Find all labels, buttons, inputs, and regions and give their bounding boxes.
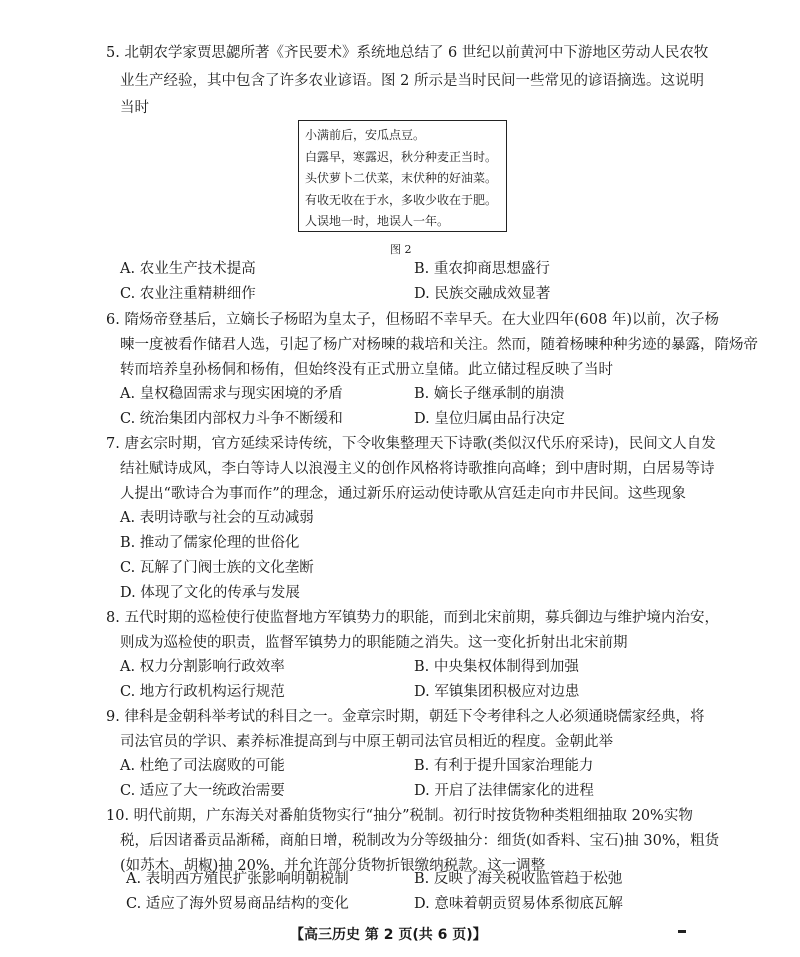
- question-6-option-d: D. 皇位归属由品行决定: [414, 411, 565, 427]
- question-6-option-c: C. 统治集团内部权力斗争不断缓和: [120, 411, 343, 427]
- question-10-option-c: C. 适应了海外贸易商品结构的变化: [126, 896, 349, 912]
- question-6-option-b: B. 嫡长子继承制的崩溃: [414, 386, 565, 402]
- question-8-option-a: A. 权力分割影响行政效率: [120, 659, 285, 675]
- proverb-figure-box: [298, 120, 507, 232]
- question-8-option-d: D. 军镇集团积极应对边患: [414, 684, 580, 700]
- question-7-option-b: B. 推动了儒家伦理的世俗化: [120, 535, 300, 551]
- question-10-option-d: D. 意味着朝贡贸易体系彻底瓦解: [414, 896, 623, 912]
- question-5-option-d: D. 民族交融成效显著: [414, 286, 551, 302]
- proverb-line-4: 有收无收在于水，多收少收在于肥。: [305, 192, 498, 207]
- figure-caption: 图 2: [390, 243, 412, 256]
- question-9-option-a: A. 杜绝了司法腐败的可能: [120, 758, 285, 774]
- question-6-line-3: 转而培养皇孙杨侗和杨侑，但始终没有正式册立皇储。此立储过程反映了当时: [120, 362, 613, 378]
- question-10-line-2: 税，后因诸番贡品渐稀，商舶日增，税制改为分等级抽分：细货(如香料、宝石)抽 30%，粗货: [120, 833, 720, 849]
- question-10-option-a: A. 表明西方殖民扩张影响明朝税制: [126, 871, 349, 887]
- question-9-option-b: B. 有利于提升国家治理能力: [414, 758, 594, 774]
- question-10-option-b: B. 反映了海关税收监管趋于松弛: [414, 871, 623, 887]
- question-10-line-1: 10. 明代前期，广东海关对番舶货物实行“抽分”税制。初行时按货物种类粗细抽取 20%实物: [106, 808, 693, 824]
- question-5-option-c: C. 农业注重精耕细作: [120, 286, 256, 302]
- question-7-option-a: A. 表明诗歌与社会的互动减弱: [120, 510, 314, 526]
- question-7-option-c: C. 瓦解了门阀士族的文化垄断: [120, 560, 314, 576]
- corner-mark: [678, 930, 686, 933]
- proverb-line-2: 白露早，寒露迟，秋分种麦正当时。: [305, 149, 498, 164]
- proverb-line-1: 小满前后，安瓜点豆。: [305, 128, 426, 142]
- question-5-option-b: B. 重农抑商思想盛行: [414, 261, 550, 277]
- question-6-line-2: 暕一度被看作储君人选，引起了杨广对杨暕的栽培和关注。然而，随着杨暕种种劣迹的暴露，隋炀帝: [120, 337, 758, 353]
- question-8-option-b: B. 中央集权体制得到加强: [414, 659, 579, 675]
- question-7-line-1: 7. 唐玄宗时期，官方延续采诗传统，下令收集整理天下诗歌(类似汉代乐府采诗)，民间文人自发: [106, 436, 716, 452]
- question-7-option-d: D. 体现了文化的传承与发展: [120, 585, 300, 601]
- question-10-line-3: (如苏木、胡椒)抽 20%，并允许部分货物折银缴纳税款。这一调整: [120, 858, 546, 874]
- question-9-line-2: 司法官员的学识、素养标准提高到与中原王朝司法官员相近的程度。金朝此举: [120, 734, 613, 750]
- question-5-line-2: 业生产经验，其中包含了许多农业谚语。图 2 所示是当时民间一些常见的谚语摘选。这说明: [120, 73, 704, 89]
- question-9-option-d: D. 开启了法律儒家化的进程: [414, 783, 594, 799]
- question-6-line-1: 6. 隋炀帝登基后，立嫡长子杨昭为皇太子，但杨昭不幸早夭。在大业四年(608 年)以前，次子杨: [106, 312, 720, 328]
- question-8-line-1: 8. 五代时期的巡检使行使监督地方军镇势力的职能，而到北宋前期，募兵御边与维护境内治安，: [106, 610, 719, 626]
- question-5-line-3: 当时: [120, 100, 149, 116]
- question-7-line-3: 人提出“歌诗合为事而作”的理念，通过新乐府运动使诗歌从宫廷走向市井民间。这些现象: [120, 486, 686, 502]
- question-5-option-a: A. 农业生产技术提高: [120, 261, 256, 277]
- page-footer: 【高三历史 第 2 页(共 6 页)】: [290, 927, 487, 943]
- proverb-line-5: 人误地一时，地误人一年。: [305, 214, 450, 228]
- question-9-option-c: C. 适应了大一统政治需要: [120, 783, 285, 799]
- question-5-line-1: 5. 北朝农学家贾思勰所著《齐民要术》系统地总结了 6 世纪以前黄河中下游地区劳动人民农牧: [106, 45, 709, 61]
- question-9-line-1: 9. 律科是金朝科举考试的科目之一。金章宗时期，朝廷下令考律科之人必须通晓儒家经典，将: [106, 709, 705, 725]
- question-8-option-c: C. 地方行政机构运行规范: [120, 684, 285, 700]
- question-6-option-a: A. 皇权稳固需求与现实困境的矛盾: [120, 386, 343, 402]
- question-8-line-2: 则成为巡检使的职责，监督军镇势力的职能随之消失。这一变化折射出北宋前期: [120, 635, 628, 651]
- question-7-line-2: 结社赋诗成风，李白等诗人以浪漫主义的创作风格将诗歌推向高峰；到中唐时期，白居易等诗: [120, 461, 715, 477]
- proverb-line-3: 头伏萝卜二伏菜，末伏种的好油菜。: [305, 171, 498, 185]
